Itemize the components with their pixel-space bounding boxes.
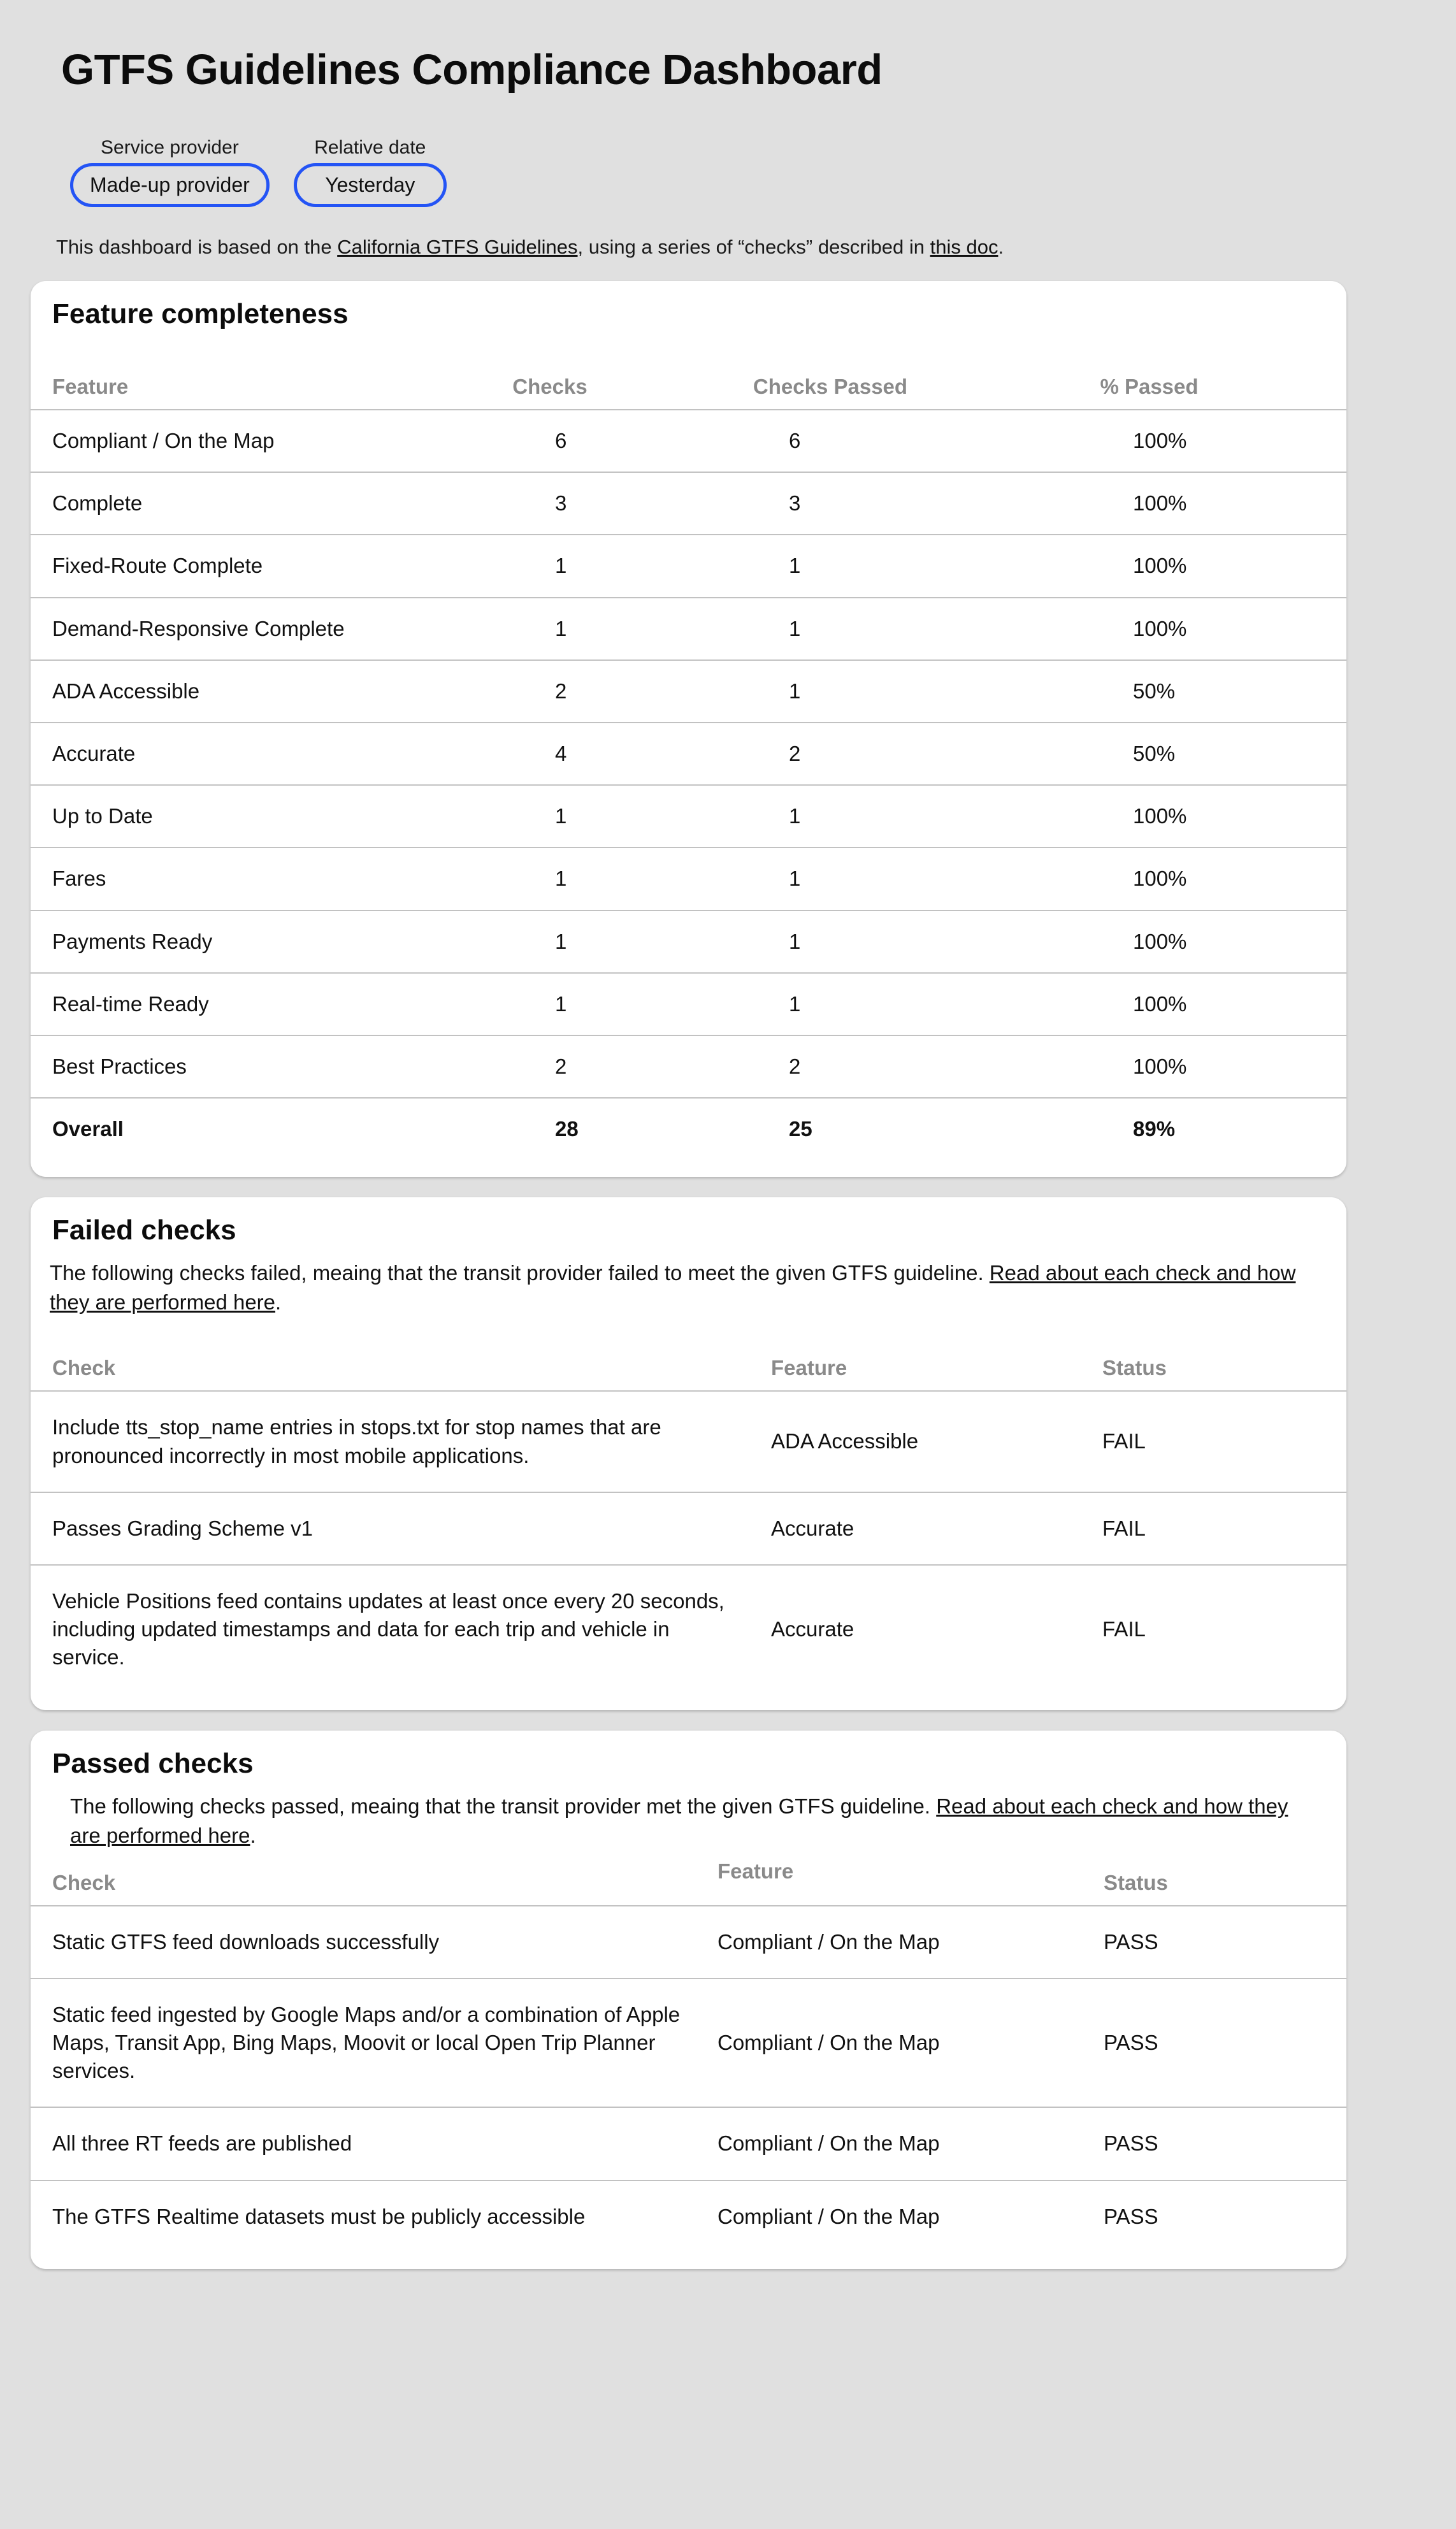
failed-checks-description [31,1247,1346,1316]
cell-pct-passed: 50% [986,660,1346,723]
cell-pct-passed: 100% [986,911,1346,973]
table-row [31,598,1346,660]
cell-pct-passed: 100% [986,410,1346,472]
cell-check: Include tts_stop_name entries in stops.txt for stop names that are pronounced incorrectly in most mobile applications. [31,1391,763,1492]
passed-checks-card [31,1731,1346,2269]
feature-completeness-table [31,361,1346,1160]
cell-checks: 1 [470,598,681,660]
column-header-checks: Checks [470,361,681,410]
cell-feature: Real-time Ready [31,973,470,1035]
cell-checks-passed: 1 [681,785,986,847]
cell-checks-passed-total: 25 [789,1117,812,1141]
cell-pct-passed: 100% [986,472,1346,535]
cell-checks: 1 [470,535,681,597]
passed-checks-doc-link[interactable]: Read about each check and how they are performed here [70,1794,1288,1847]
passed-desc-part-1: The following checks passed, meaing that the transit provider met the given GTFS guideline. [70,1794,937,1819]
failed-checks-table [31,1342,1346,1693]
column-header-check: Check [31,1857,706,1906]
table-header-row [31,361,1346,410]
this-doc-link[interactable]: this doc [930,236,998,259]
page-title: GTFS Guidelines Compliance Dashboard [61,45,883,94]
cell-checks: 1 [470,785,681,847]
table-row [31,1565,1346,1694]
feature-completeness-title: Feature completeness [52,298,349,330]
relative-date-label: Relative date [314,137,426,159]
table-row [31,660,1346,723]
table-row [31,847,1346,910]
cell-feature: Compliant / On the Map [706,1906,1095,1978]
cell-feature: Compliant / On the Map [31,410,470,472]
table-header-row [31,1857,1346,1906]
intro-part-1: This dashboard is based on the [56,236,338,259]
status-badge: PASS [1095,1978,1346,2108]
cell-check: Static feed ingested by Google Maps and/or a combination of Apple Maps, Transit App, Bing Maps, Moovit or local Open Trip Planner services. [31,1978,706,2108]
failed-checks-doc-link[interactable]: Read about each check and how they are performed here [50,1261,1296,1314]
status-badge: PASS [1104,2204,1158,2228]
cell-feature: ADA Accessible [31,660,470,723]
service-provider-control [70,137,270,207]
cell-feature: Compliant / On the Map [706,1978,1095,2108]
table-row [31,911,1346,973]
cell-checks-total: 28 [555,1117,579,1141]
service-provider-label: Service provider [101,137,239,159]
column-header-checks-passed: Checks Passed [681,361,986,410]
intro-part-3: . [998,236,1004,259]
cell-feature: ADA Accessible [763,1391,1095,1492]
table-row [31,1978,1346,2108]
column-header-pct-passed: % Passed [986,361,1346,410]
cell-checks: 6 [470,410,681,472]
intro-part-2: , using a series of “checks” described in [577,236,930,259]
cell-feature: Compliant / On the Map [706,2107,1095,2180]
cell-pct-passed: 100% [986,535,1346,597]
cell-pct-passed: 100% [986,598,1346,660]
cell-feature: Compliant / On the Map [717,2204,940,2228]
cell-feature: Complete [31,472,470,535]
filter-controls [0,122,1456,207]
feature-completeness-card [31,281,1346,1176]
failed-desc-part-2: . [275,1290,282,1314]
cell-checks: 1 [470,911,681,973]
cell-feature: Fixed-Route Complete [31,535,470,597]
column-header-feature: Feature [763,1342,1095,1391]
cell-checks-passed: 2 [681,723,986,785]
table-total-row [31,1098,1346,1160]
status-badge: FAIL [1102,1617,1146,1641]
column-header-feature: Feature [31,361,470,410]
cell-pct-passed: 100% [986,785,1346,847]
table-row [31,472,1346,535]
table-row [31,2180,1346,2252]
status-badge: PASS [1095,2107,1346,2180]
passed-checks-table [31,1857,1346,2252]
cell-checks-passed: 1 [681,911,986,973]
table-row [31,723,1346,785]
table-row [31,2107,1346,2180]
passed-checks-title: Passed checks [52,1747,254,1779]
table-row [31,1492,1346,1565]
status-badge: PASS [1095,1906,1346,1978]
failed-checks-title: Failed checks [52,1214,236,1246]
dashboard-page [0,29,1456,2529]
cell-checks-passed: 3 [681,472,986,535]
cell-pct-passed-total: 89% [1133,1117,1176,1141]
failed-checks-card [31,1197,1346,1710]
cell-pct-passed: 100% [986,973,1346,1035]
table-header-row [31,1342,1346,1391]
cell-pct-passed: 100% [986,1035,1346,1098]
cell-checks: 1 [470,973,681,1035]
cell-checks: 1 [470,847,681,910]
cell-pct-passed: 100% [986,847,1346,910]
status-badge: FAIL [1095,1391,1346,1492]
table-row [31,410,1346,472]
table-row [31,1035,1346,1098]
cell-feature-total: Overall [52,1117,124,1141]
cell-feature: Accurate [763,1492,1095,1565]
relative-date-control [294,137,447,207]
table-row [31,1906,1346,1978]
cell-feature: Payments Ready [31,911,470,973]
cell-checks: 2 [470,1035,681,1098]
cell-checks: 4 [470,723,681,785]
intro-text [0,207,1456,261]
cell-checks-passed: 1 [681,973,986,1035]
column-header-check: Check [31,1342,763,1391]
cell-checks-passed: 1 [681,598,986,660]
cell-feature: Up to Date [31,785,470,847]
failed-desc-part-1: The following checks failed, meaing that the transit provider failed to meet the given GTFS guideline. [50,1261,990,1285]
cell-check: The GTFS Realtime datasets must be publicly accessible [52,2204,586,2228]
table-row [31,1391,1346,1492]
cell-feature: Demand-Responsive Complete [31,598,470,660]
cell-checks: 3 [470,472,681,535]
passed-checks-description [31,1780,1346,1850]
cell-pct-passed: 50% [986,723,1346,785]
status-badge: FAIL [1095,1492,1346,1565]
cell-check: Vehicle Positions feed contains updates at least once every 20 seconds, including updated timestamps and data for each trip and vehicle in service. [52,1589,724,1669]
cell-checks-passed: 1 [681,660,986,723]
cell-checks-passed: 2 [681,1035,986,1098]
table-row [31,973,1346,1035]
cell-checks: 2 [470,660,681,723]
cell-checks-passed: 1 [681,847,986,910]
table-row [31,785,1346,847]
column-header-status: Status [1095,1342,1346,1391]
cell-check: Static GTFS feed downloads successfully [31,1906,706,1978]
table-row [31,535,1346,597]
cell-feature: Accurate [771,1617,854,1641]
cell-checks-passed: 6 [681,410,986,472]
cell-feature: Best Practices [31,1035,470,1098]
relative-date-select[interactable]: Yesterday [294,163,447,207]
cell-checks-passed: 1 [681,535,986,597]
column-header-feature: Feature [706,1857,1095,1906]
cell-feature: Fares [31,847,470,910]
cell-check: All three RT feeds are published [31,2107,706,2180]
cell-feature: Accurate [31,723,470,785]
column-header-status: Status [1095,1857,1346,1906]
cell-check: Passes Grading Scheme v1 [31,1492,763,1565]
passed-desc-part-2: . [250,1824,256,1847]
california-gtfs-guidelines-link[interactable]: California GTFS Guidelines [337,236,578,259]
service-provider-select[interactable]: Made-up provider [70,163,270,207]
